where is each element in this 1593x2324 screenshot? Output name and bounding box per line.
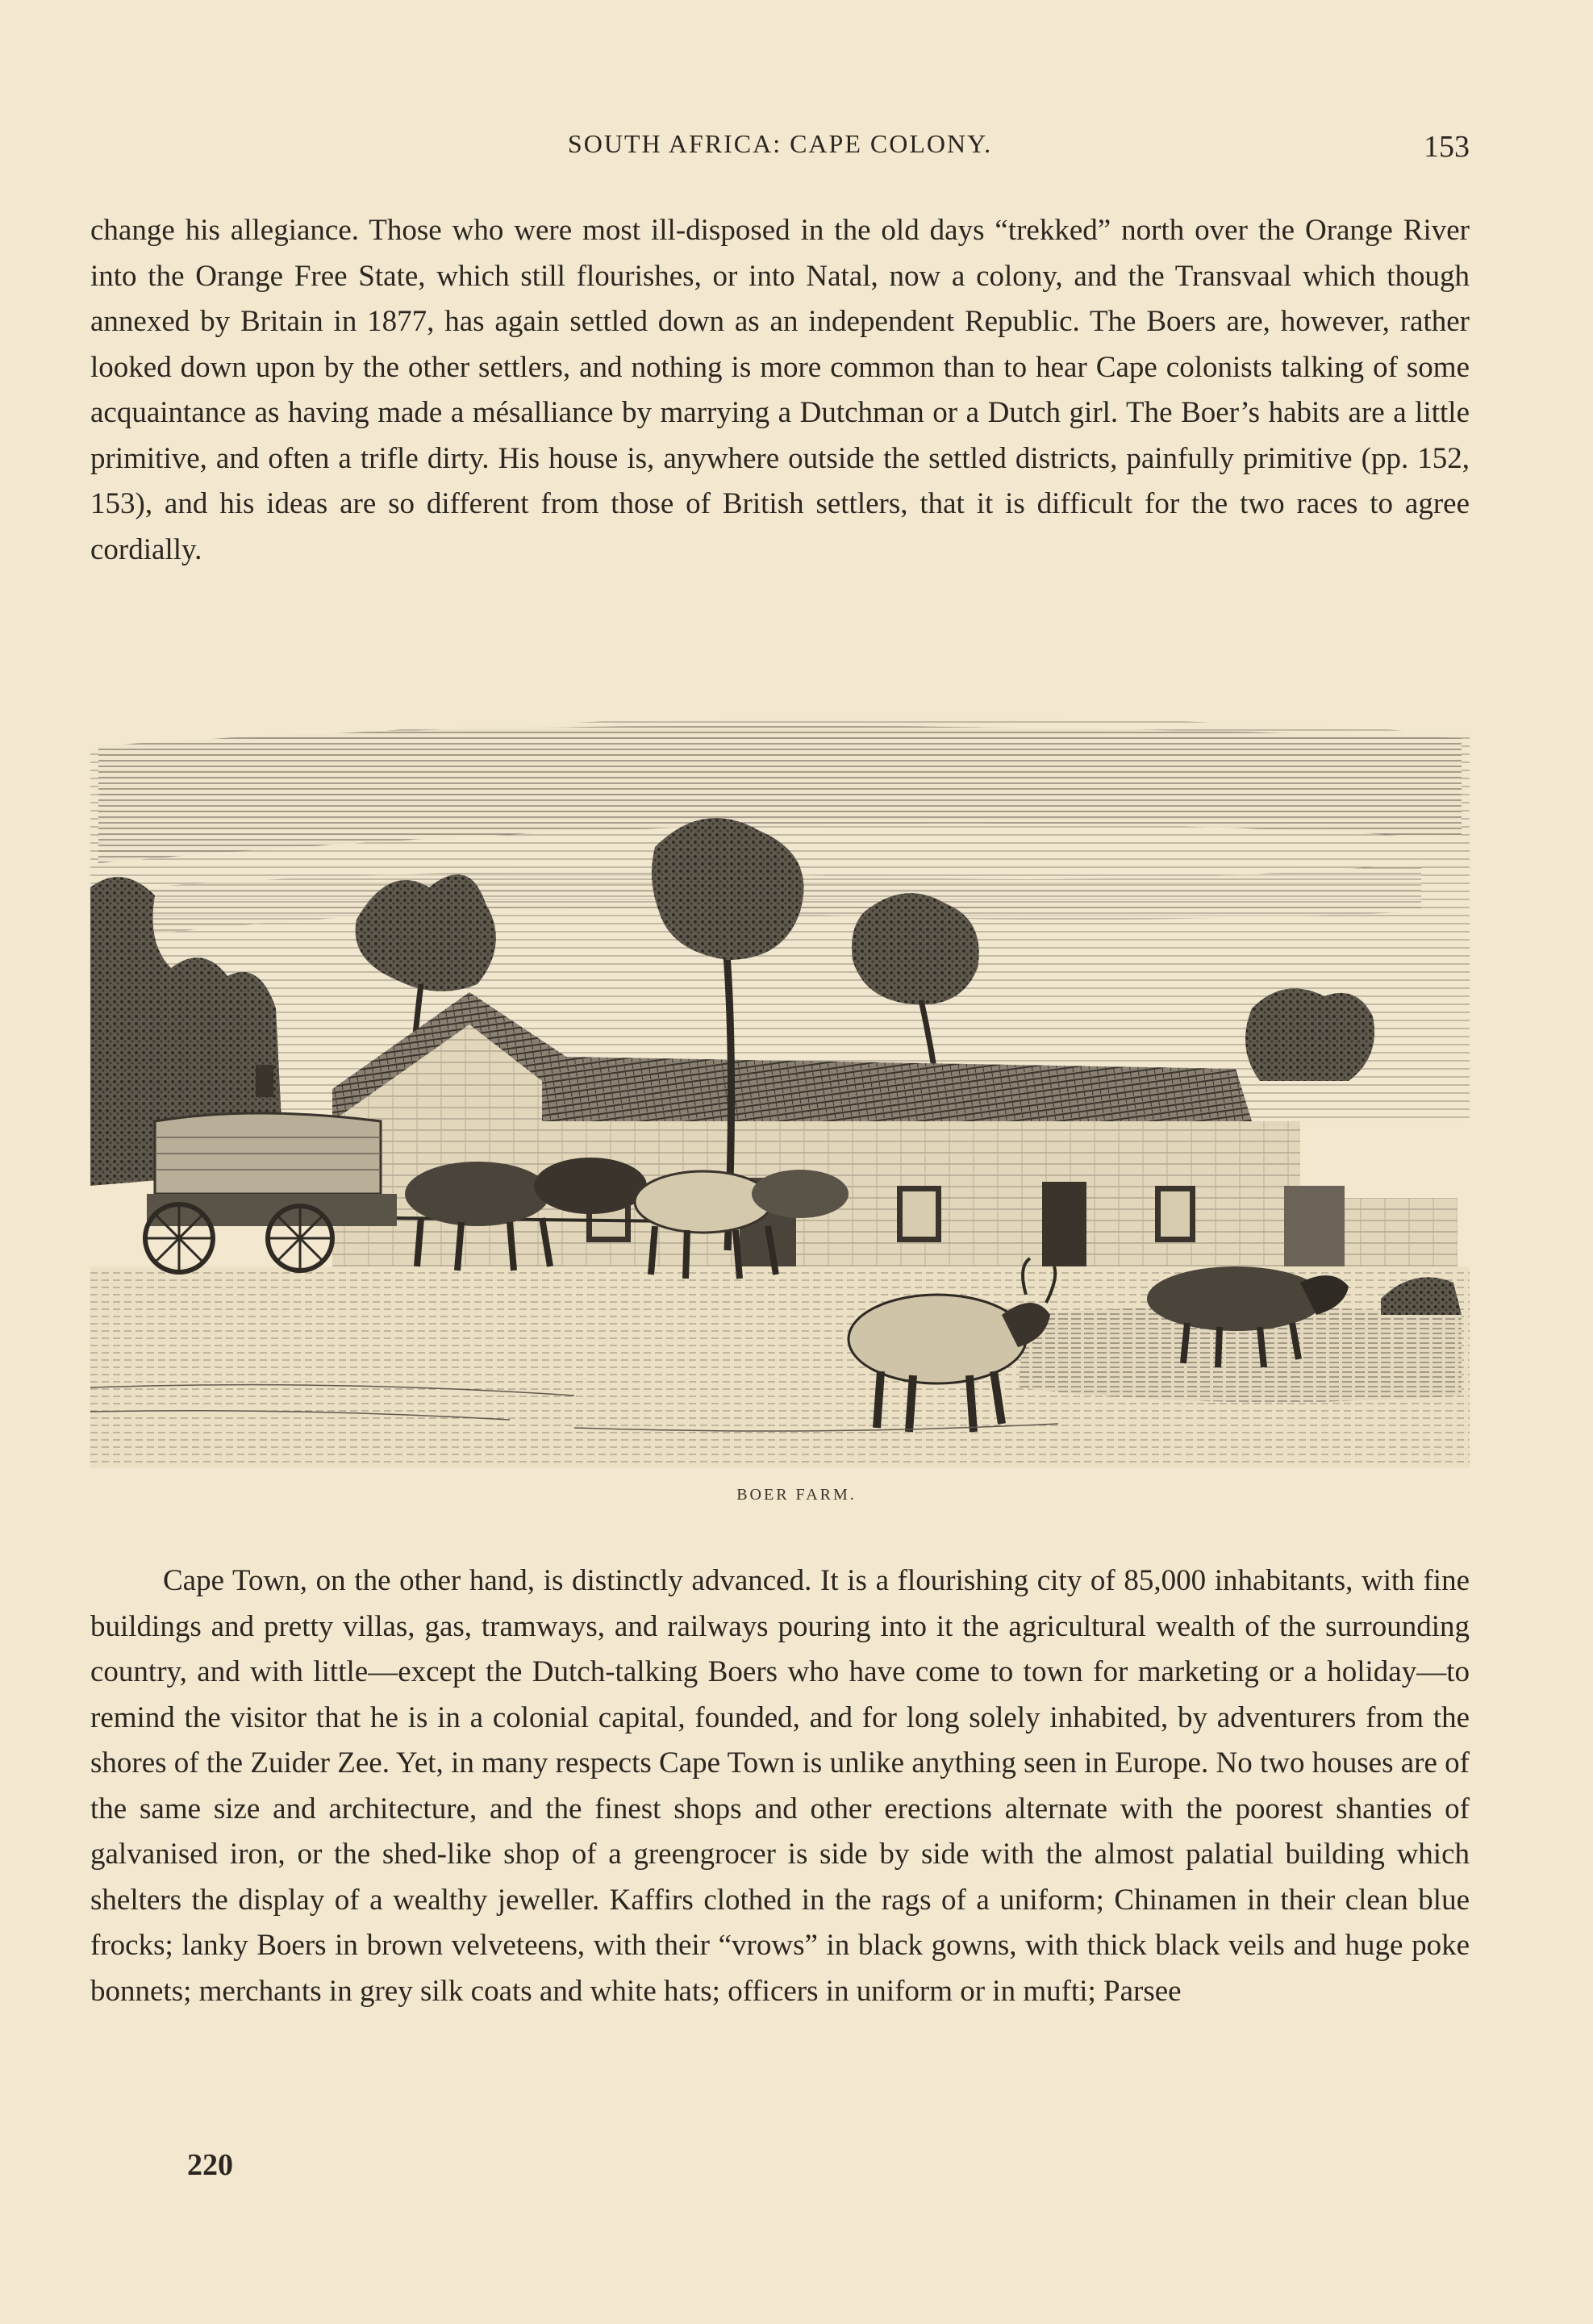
body-paragraph-2-text: Cape Town, on the other hand, is distinctly advanced. It is a flourishing city of 85,000 inhabitants, with fine buildings and pretty villas, gas, tramways, and railways pouring into it the agricultural wealth of the surrounding country, and with little—except the Dutch-talking Boers who have come to town for marketing or a holiday—to remind the visitor that he is in a colonial capital, founded, and for long solely inhabited, by adventurers from the shores of the Zuider Zee. Yet, in many respects Cape Town is unlike anything seen in Europe. No two houses are of the same size and architecture, and the finest shops and other erections alternate with the poorest shanties of galvanised iron, or the shed-like shop of a greengrocer is side by side with the almost palatial building which shelters the display of a wealthy jeweller. Kaffirs clothed in the rags of a uniform; Chinamen in their clean blue frocks; lanky Boers in brown velveteens, with their “vrows” in black gowns, with thick black veils and huge poke bonnets; merchants in grey silk coats and white hats; officers in uniform or in mufti; Parsee [90, 1564, 1470, 2008]
body-paragraph-1: change his allegiance. Those who were most ill-disposed in the old days “trekked” north over the Orange River into the Orange Free State, which still flourishes, or into Natal, now a colony, and the Transvaal which though annexed by Britain in 1877, has again settled down as an independent Republic. The Boers are, however, rather looked down upon by the other settlers, and nothing is more common than to hear Cape colonists talking of some acquaintance as having made a mésalliance by marrying a Dutchman or a Dutch girl. The Boer’s habits are a little primitive, and often a trifle dirty. His house is, anywhere outside the settled districts, painfully primitive (pp. 152, 153), and his ideas are so different from those of British settlers, that it is difficult for the two races to agree cordially. [90, 214, 1470, 566]
body-paragraph-2 [90, 1558, 1470, 2014]
page-number: 153 [1424, 130, 1470, 164]
engraving-illustration [90, 702, 1470, 1468]
running-head [90, 129, 1470, 165]
signature-mark: 220 [187, 2148, 233, 2182]
engraving-boer-farm [90, 702, 1470, 1468]
figure-caption: BOER FARM. [736, 1486, 857, 1504]
running-title: SOUTH AFRICA: CAPE COLONY. [567, 129, 993, 158]
